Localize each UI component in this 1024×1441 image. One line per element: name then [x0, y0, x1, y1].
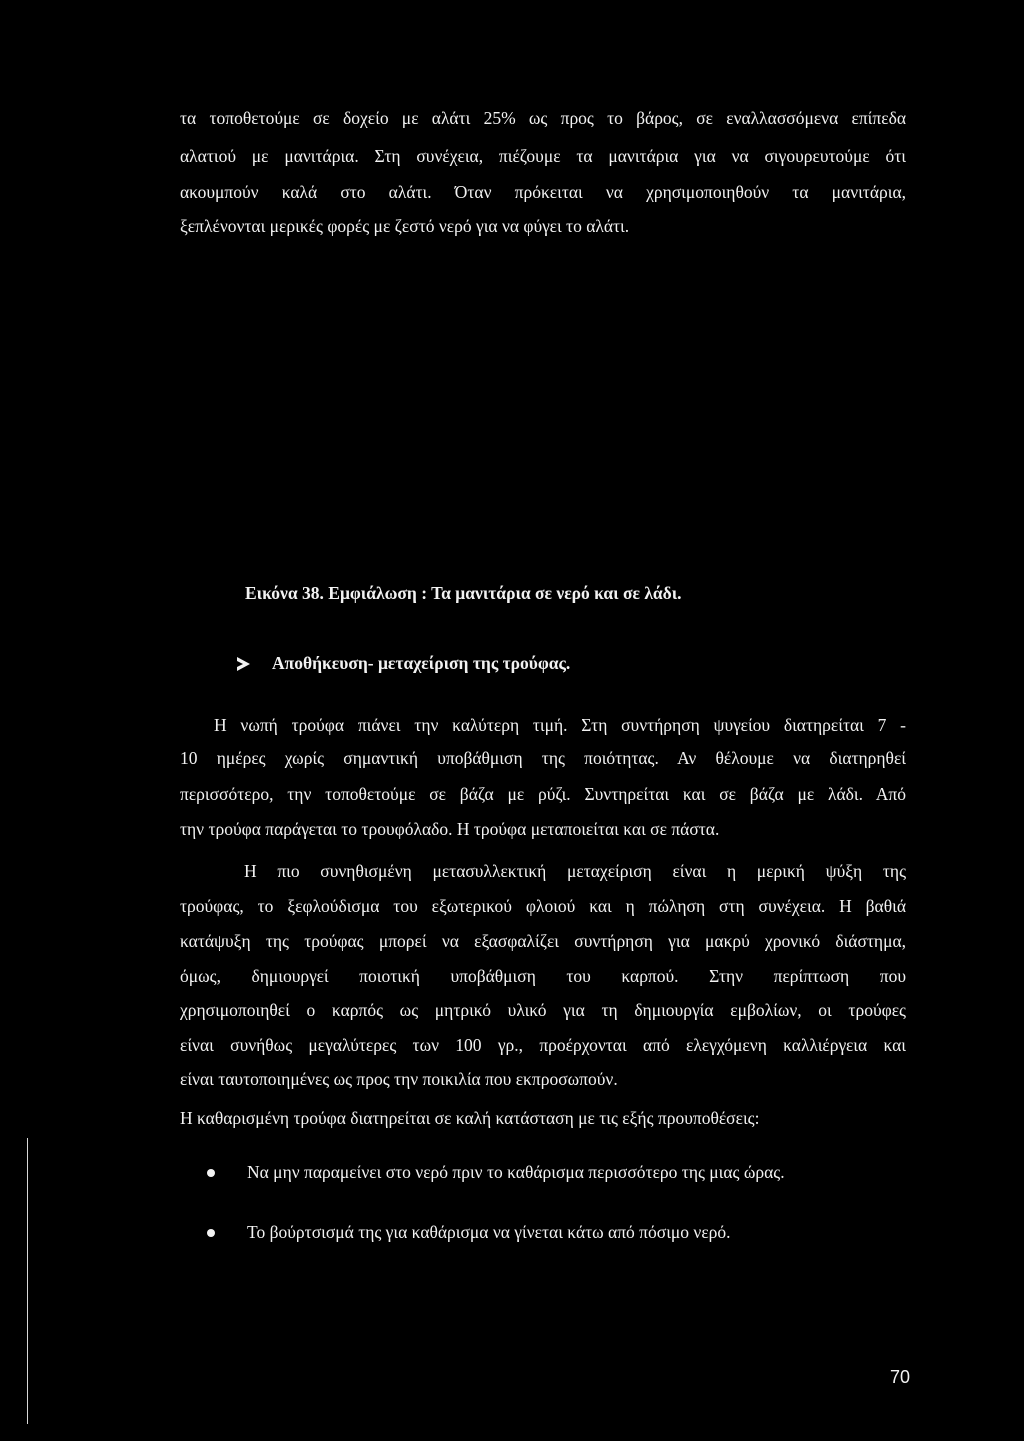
paragraph-line: 10 ημέρες χωρίς σημαντική υποβάθμιση της ποιότητας. Αν θέλουμε να διατηρηθεί — [180, 748, 906, 768]
paragraph-line: Η πιο συνηθισμένη μετασυλλεκτική μεταχείριση είναι η μερική ψύξη της — [244, 861, 906, 881]
conditions-intro: Η καθαρισμένη τρούφα διατηρείται σε καλή κατάσταση με τις εξής προυποθέσεις: — [180, 1108, 760, 1128]
paragraph-line: τα τοποθετούμε σε δοχείο με αλάτι 25% ως προς το βάρος, σε εναλλασσόμενα επίπεδα — [180, 108, 906, 128]
paragraph-line: κατάψυξη της τρούφας μπορεί να εξασφαλίζει συντήρηση για μακρύ χρονικό διάστημα, — [180, 931, 906, 951]
paragraph-line: όμως, δημιουργεί ποιοτική υποβάθμιση του καρπού. Στην περίπτωση που — [180, 966, 906, 986]
figure-caption: Εικόνα 38. Εμφιάλωση : Τα μανιτάρια σε νερό και σε λάδι. — [245, 583, 682, 603]
bullet-text: Να μην παραμείνει στο νερό πριν το καθάρισμα περισσότερο της μιας ώρας. — [247, 1162, 785, 1182]
paragraph-line: περισσότερο, την τοποθετούμε σε βάζα με ρύζι. Συντηρείται και σε βάζα με λάδι. Από — [180, 784, 906, 804]
paragraph-line: χρησιμοποιηθεί ο καρπός ως μητρικό υλικό για τη δημιουργία εμβολίων, οι τρούφες — [180, 1000, 906, 1020]
margin-rule — [27, 1138, 28, 1424]
paragraph-line: ακουμπούν καλά στο αλάτι. Όταν πρόκειται να χρησιμοποιηθούν τα μανιτάρια, — [180, 182, 906, 202]
arrow-bullet-icon — [237, 657, 250, 671]
section-heading-text: Αποθήκευση- μεταχείριση της τρούφας. — [272, 653, 571, 673]
paragraph-line: είναι συνήθως μεγαλύτερες των 100 γρ., προέρχονται από ελεγχόμενη καλλιέργεια και — [180, 1035, 906, 1055]
paragraph-line: την τρούφα παράγεται το τρουφόλαδο. Η τρούφα μεταποιείται και σε πάστα. — [180, 819, 720, 839]
bullet-dot-icon — [207, 1229, 215, 1237]
bullet-text: Το βούρτσισμά της για καθάρισμα να γίνεται κάτω από πόσιμο νερό. — [247, 1222, 731, 1242]
section-heading — [237, 653, 570, 674]
paragraph-line: είναι ταυτοποιημένες ως προς την ποικιλία που εκπροσωπούν. — [180, 1069, 618, 1089]
paragraph-line: τρούφας, το ξεφλούδισμα του εξωτερικού φλοιού και η πώληση στη συνέχεια. Η βαθιά — [180, 896, 906, 916]
bullet-item — [207, 1162, 785, 1183]
paragraph-line: αλατιού με μανιτάρια. Στη συνέχεια, πιέζουμε τα μανιτάρια για να σιγουρευτούμε ότι — [180, 146, 906, 166]
bullet-item — [207, 1222, 731, 1243]
page-number: 70 — [890, 1367, 911, 1387]
bullet-dot-icon — [207, 1169, 215, 1177]
paragraph-line: Η νωπή τρούφα πιάνει την καλύτερη τιμή. Στη συντήρηση ψυγείου διατηρείται 7 - — [214, 715, 906, 735]
paragraph-line: ξεπλένονται μερικές φορές με ζεστό νερό για να φύγει το αλάτι. — [180, 216, 630, 236]
